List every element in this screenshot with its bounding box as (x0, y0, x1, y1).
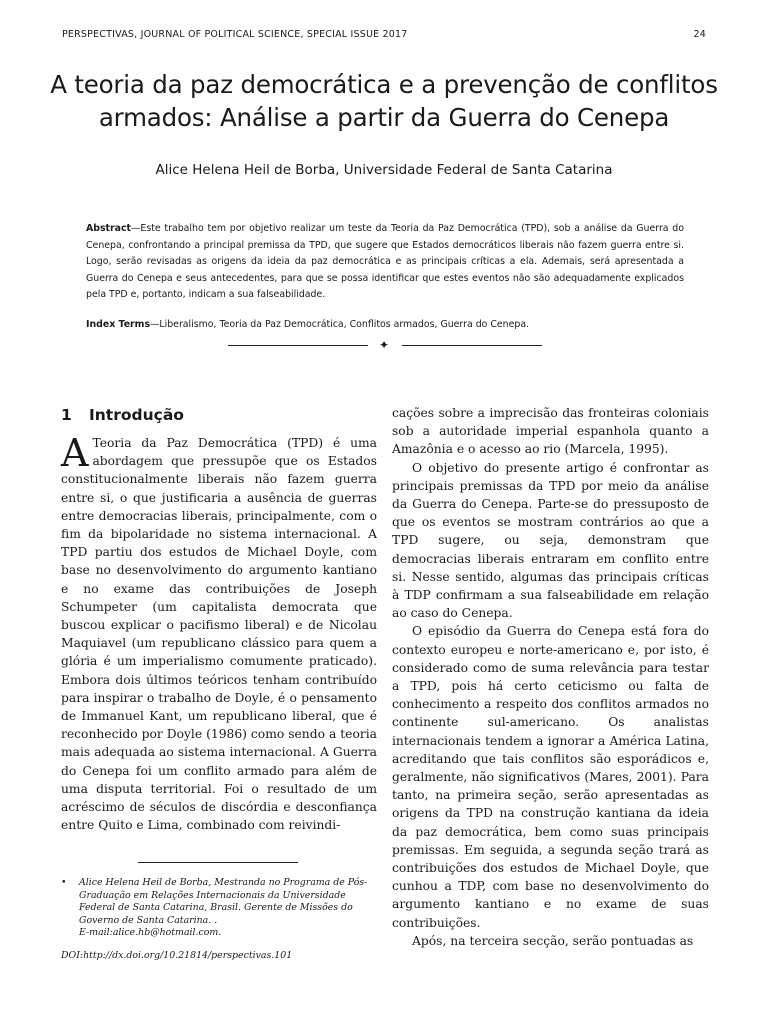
abstract-label: Abstract (86, 223, 132, 234)
footnote-rule (138, 862, 298, 863)
intro-paragraph-text: Teoria da Paz Democrática (TPD) é uma abordagem que pressupõe que os Estados constitucionalmente liberais não fazem guerra entre si, o que justificaria a ausência de guerras entre democracias liberais, principalmente, com o fim da bipolaridade no sistema internacional. A TPD partiu dos estudos de Michael Doyle, com base no desenvolvimento do argumento kantiano e no exame das contribuições de Joseph Schumpeter (um capitalista democrata que buscou explicar o pacifismo liberal) e de Nicolau Maquiavel (um republicano clássico para quem a glória é um imperialismo comumente praticado). Embora dois últimos teóricos tenham contribuído para inspirar o trabalho de Doyle, é o pensamento de Immanuel Kant, um republicano liberal, que é reconhecido por Doyle (1986) como sendo a teoria mais adequada ao sistema internacional. A Guerra do Cenepa foi um conflito armado para além de uma disputa territorial. Foi o resultado de um acréscimo de séculos de discórdia e desconfiança entre Quito e Lima, combinado com reivindi- (61, 436, 377, 833)
section-heading (61, 404, 377, 426)
index-terms-text: —Liberalismo, Teoria da Paz Democrática, Conflitos armados, Guerra do Cenepa. (150, 319, 530, 330)
author-line: Alice Helena Heil de Borba, Universidade Federal de Santa Catarina (155, 162, 613, 178)
section-number: 1 (61, 406, 72, 424)
footnote-email: E-mail:alice.hb@hotmail.com. (79, 927, 222, 939)
index-terms (86, 317, 686, 333)
divider-line-left (228, 345, 368, 346)
intro-paragraph (61, 431, 377, 834)
paper-title: A teoria da paz democrática e a prevenção de conflitos armados: Análise a partir da Guerra do Cenepa (50, 70, 718, 132)
section-title: Introdução (89, 406, 184, 424)
next-section-paragraph: Após, na terceira secção, serão pontuadas as (412, 933, 694, 948)
footnote-body (79, 877, 377, 940)
right-column (392, 404, 709, 950)
section-divider (228, 339, 542, 351)
objective-paragraph: O objetivo do presente artigo é confrontar as principais premissas da TPD por meio da análise da Guerra do Cenepa. Parte-se do pressuposto de que os eventos se mostram contrários ao que a TPD sugere, ou seja, demonstram que democracias liberais entraram em conflito entre si. Nesse sentido, algumas das principais críticas à TDP confirmam a sua falseabilidade em relação ao caso do Cenepa. (392, 460, 709, 621)
divider-line-right (402, 345, 542, 346)
drop-cap: A (61, 431, 89, 475)
abstract (86, 221, 684, 304)
abstract-text: —Este trabalho tem por objetivo realizar um teste da Teoria da Paz Democrática (TPD), sob a análise da Guerra do Cenepa, confrontando a principal premissa da TPD, que sugere que Estados democráticos liberais não fazem guerra entre si. Logo, serão revisadas as origens da ideia da paz democrática e as principais críticas a ela. Ademais, será apresentada a Guerra do Cenepa e seus antecedentes, para que se possa identificar que estes eventos não são adequadamente explicados pela TPD e, portanto, indicam a sua falseabilidade. (86, 223, 684, 300)
footnote-bullet: • (61, 877, 67, 888)
running-header (62, 29, 706, 40)
page-number: 24 (693, 29, 706, 40)
cenepa-paragraph: O episódio da Guerra do Cenepa está fora do contexto europeu e norte-americano e, por isto, é considerado como de suma relevância para testar a TPD, pois há certo ceticismo ou falta de conhecimento a respeito dos conflitos armados no continente sul-americano. Os analistas internacionais tendem a ignorar a América Latina, acreditando que tais conflitos são esporádicos e, geralmente, não significativos (Mares, 2001). Para tanto, na primeira seção, serão apresentadas as origens da TPD na construção kantiana da ideia da paz democrática, bem como suas principais premissas. Em seguida, a segunda seção trará as contribuições dos estudos de Michael Doyle, que cunhou a TDP, com base no desenvolvimento do argumento kantiano e no exame de suas contribuições. (392, 624, 709, 930)
diamond-ornament-icon: ✦ (379, 338, 390, 352)
continued-paragraph: cações sobre a imprecisão das fronteiras coloniais sob a autoridade imperial espanhola quanto a Amazônia e o acesso ao rio (Marcela, 1995). (392, 406, 709, 457)
left-column (61, 404, 377, 834)
index-terms-label: Index Terms (86, 319, 151, 330)
footnote-text: Alice Helena Heil de Borba, Mestranda no Programa de Pós-Graduação em Relações Internacionais da Universidade Federal de Santa Catarina, Brasil. Gerente de Missões do Governo de Santa Catarina. . (79, 877, 368, 926)
footnote (61, 877, 377, 940)
journal-name: PERSPECTIVAS, JOURNAL OF POLITICAL SCIENCE, SPECIAL ISSUE 2017 (62, 29, 408, 40)
doi-link[interactable]: DOI:http://dx.doi.org/10.21814/perspectivas.101 (61, 950, 293, 961)
